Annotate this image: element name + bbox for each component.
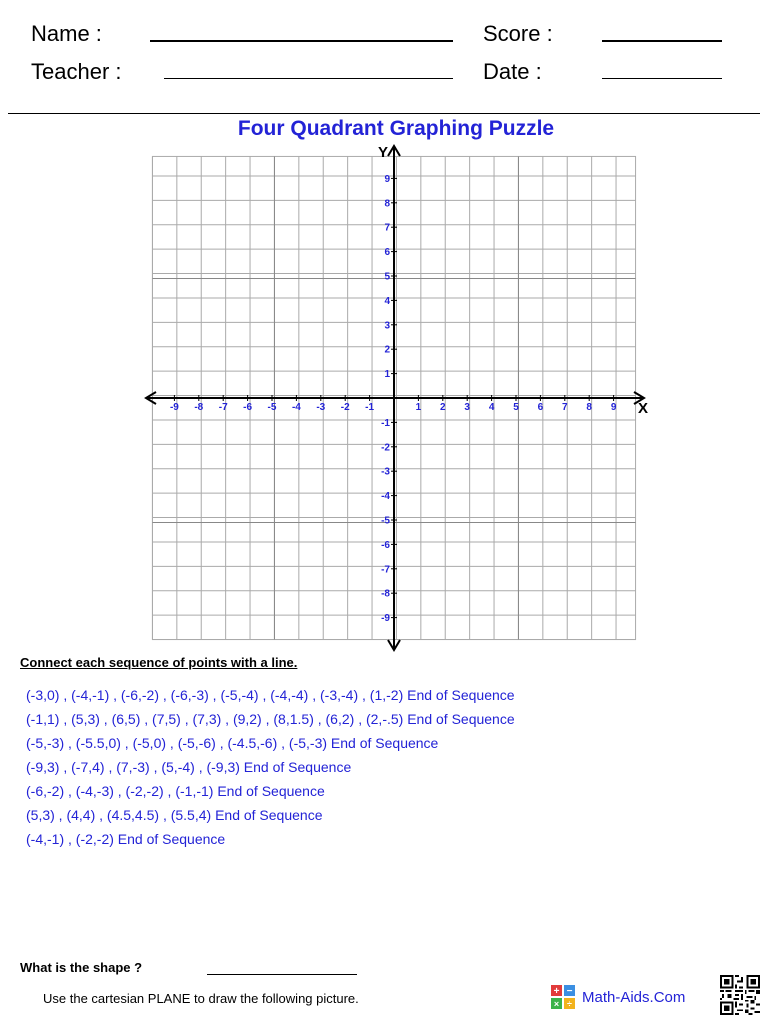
sequence-item: (-9,3) , (-7,4) , (7,-3) , (5,-4) , (-9,3) End of Sequence xyxy=(26,759,352,775)
y-tick-label: -3 xyxy=(381,466,390,478)
page-title: Four Quadrant Graphing Puzzle xyxy=(237,117,555,140)
sequence-item: (5,3) , (4,4) , (4.5,4.5) , (5.5,4) End of Sequence xyxy=(26,807,323,823)
y-tick-label: -6 xyxy=(381,539,390,551)
y-tick-label: -8 xyxy=(381,588,390,600)
instructions: Connect each sequence of points with a line. xyxy=(20,655,298,670)
x-tick-label: 9 xyxy=(610,402,617,413)
axes xyxy=(146,146,644,650)
sequence-item: (-4,-1) , (-2,-2) End of Sequence xyxy=(26,831,226,847)
svg-text:−: − xyxy=(566,986,573,997)
x-tick-label: -9 xyxy=(169,402,179,413)
y-tick-label: -4 xyxy=(381,491,390,503)
svg-text:+: + xyxy=(553,986,560,997)
brand-link[interactable]: Math-Aids.Com xyxy=(582,989,686,1006)
teacher-label: Teacher : xyxy=(31,59,122,84)
score-label: Score : xyxy=(483,21,553,46)
qr-code-icon xyxy=(720,975,760,1015)
x-tick-label: -3 xyxy=(316,402,326,413)
x-tick-label: 2 xyxy=(440,402,446,413)
sequence-item: (-3,0) , (-4,-1) , (-6,-2) , (-6,-3) , (-5,-4) , (-4,-4) , (-3,-4) , (1,-2) End of Sequence xyxy=(26,687,515,703)
y-tick-label: 7 xyxy=(384,222,390,234)
x-axis-label: X xyxy=(638,400,649,417)
y-tick-label: 4 xyxy=(384,295,390,307)
y-tick-label: 2 xyxy=(384,344,390,356)
answer-field-line[interactable] xyxy=(207,974,357,975)
x-tick-label: 3 xyxy=(464,402,470,413)
date-label: Date : xyxy=(483,59,542,84)
x-tick-label: 4 xyxy=(488,402,495,413)
y-tick-label: 6 xyxy=(384,247,390,259)
x-tick-label: -2 xyxy=(340,402,350,413)
sequence-list xyxy=(26,686,515,854)
footer-instruction: Use the cartesian PLANE to draw the following picture. xyxy=(43,991,359,1006)
svg-text:÷: ÷ xyxy=(567,999,572,1009)
x-tick-label: 8 xyxy=(586,402,592,413)
y-tick-label: 9 xyxy=(384,173,390,185)
shape-question: What is the shape ? xyxy=(20,960,143,975)
x-tick-label: 1 xyxy=(415,402,422,413)
x-tick-label: -8 xyxy=(194,402,204,413)
y-tick-label: 5 xyxy=(384,271,390,283)
y-tick-label: -9 xyxy=(381,613,390,625)
y-tick-label: 8 xyxy=(384,198,390,210)
x-tick-label: -7 xyxy=(218,402,228,413)
y-axis-label: Y xyxy=(378,144,389,161)
x-tick-label: 5 xyxy=(513,402,519,413)
y-tick-label: -7 xyxy=(381,564,390,576)
calculator-icon xyxy=(551,985,575,1009)
name-label: Name : xyxy=(31,21,102,46)
x-tick-label: 7 xyxy=(562,402,568,413)
y-tick-label: 3 xyxy=(384,320,390,332)
sequence-item: (-5,-3) , (-5.5,0) , (-5,0) , (-5,-6) , (-4.5,-6) , (-5,-3) End of Sequence xyxy=(26,735,439,751)
y-tick-label: 1 xyxy=(384,369,390,381)
x-tick-label: -6 xyxy=(243,402,253,413)
x-tick-label: 6 xyxy=(537,402,544,413)
y-tick-label: -5 xyxy=(381,515,390,527)
x-tick-label: -5 xyxy=(267,402,277,413)
y-tick-label: -2 xyxy=(381,442,390,454)
sequence-item: (-6,-2) , (-4,-3) , (-2,-2) , (-1,-1) End of Sequence xyxy=(26,783,325,799)
x-tick-label: -1 xyxy=(365,402,375,413)
svg-text:×: × xyxy=(553,999,560,1009)
y-tick-label: -1 xyxy=(381,417,390,429)
x-tick-label: -4 xyxy=(291,402,301,413)
sequence-item: (-1,1) , (5,3) , (6,5) , (7,5) , (7,3) , (9,2) , (8,1.5) , (6,2) , (2,-.5) End of Sequence xyxy=(26,711,515,727)
